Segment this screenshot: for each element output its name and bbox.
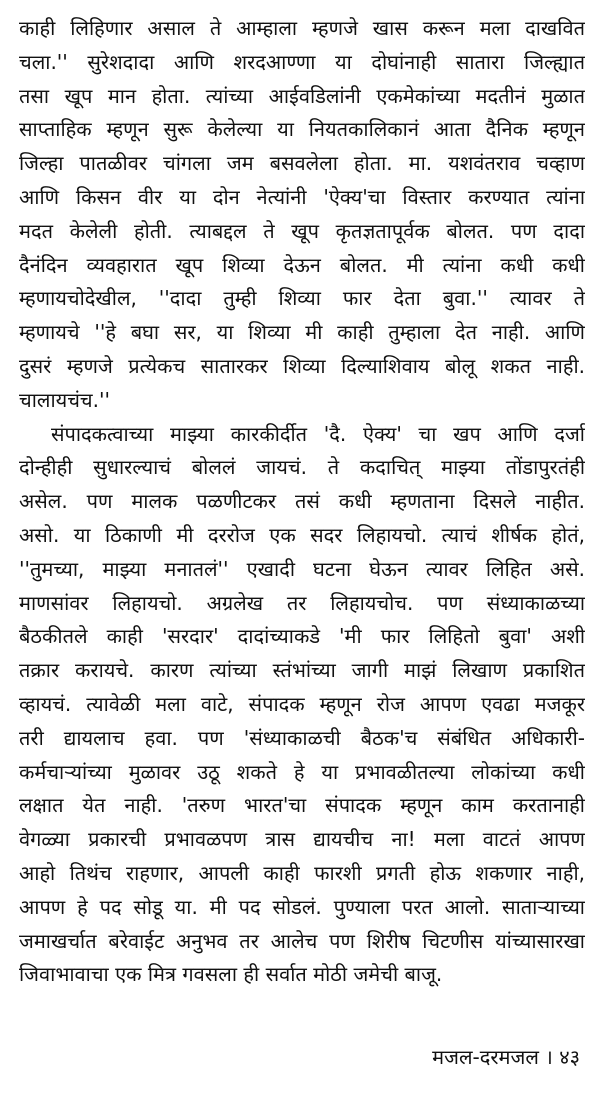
page-body	[19, 12, 585, 992]
text-line: दुसरं म्हणजे प्रत्येकच सातारकर शिव्या दिल्याशिवाय बोलू शकत नाही.	[19, 353, 585, 378]
text-line: बैठकीतले काही 'सरदार' दादांच्याकडे 'मी फार लिहितो बुवा' अशी	[19, 624, 585, 649]
text-line: आहो तिथंच राहणार, आपली काही फारशी प्रगती होऊ शकणार नाही,	[19, 860, 585, 885]
page-footer: मजल-दरमजल । ४३	[432, 1045, 580, 1069]
text-line: तक्रार करायचे. कारण त्यांच्या स्तंभांच्या जागी माझं लिखाण प्रकाशित	[19, 658, 585, 683]
text-line: ''तुमच्या, माझ्या मनातलं'' एखादी घटना घेऊन त्यावर लिहित असे.	[19, 556, 585, 581]
text-line: मदत केलेली होती. त्याबद्दल ते खूप कृतज्ञतापूर्वक बोलत. पण दादा	[19, 218, 585, 243]
text-line: वेगळ्या प्रकारची प्रभावळपण त्रास द्यायचीच ना! मला वाटतं आपण	[19, 827, 585, 852]
text-line: कर्मचाऱ्यांच्या मुळावर उठू शकते हे या प्रभावळीतल्या लोकांच्या कधी	[19, 759, 585, 784]
text-line: चालायचंच.''	[19, 387, 110, 412]
text-line: संपादकत्वाच्या माझ्या कारकीर्दीत 'दै. ऐक्य' चा खप आणि दर्जा	[51, 421, 585, 446]
text-line: म्हणायचे ''हे बघा सर, या शिव्या मी काही तुम्हाला देत नाही. आणि	[19, 320, 585, 345]
text-line: जिल्हा पातळीवर चांगला जम बसवलेला होता. मा. यशवंतराव चव्हाण	[19, 151, 585, 176]
text-line: जिवाभावाचा एक मित्र गवसला ही सर्वात मोठी जमेची बाजू.	[19, 962, 443, 987]
text-line: व्हायचं. त्यावेळी मला वाटे, संपादक म्हणून रोज आपण एवढा मजकूर	[19, 691, 585, 716]
text-line: साप्ताहिक म्हणून सुरू केलेल्या या नियतकालिकानं आता दैनिक म्हणून	[19, 117, 585, 142]
text-line: असो. या ठिकाणी मी दररोज एक सदर लिहायचो. त्याचं शीर्षक होतं,	[19, 522, 585, 547]
text-line: लक्षात येत नाही. 'तरुण भारत'चा संपादक म्हणून काम करतानाही	[19, 793, 585, 818]
text-line: जमाखर्चात बरेवाईट अनुभव तर आलेच पण शिरीष चिटणीस यांच्यासारखा	[19, 928, 585, 953]
text-line: तसा खूप मान होता. त्यांच्या आईवडिलांनी एकमेकांच्या मदतीनं मुळात	[19, 83, 585, 108]
text-line: दोन्हीही सुधारल्याचं बोललं जायचं. ते कदाचित् माझ्या तोंडापुरतंही	[19, 455, 585, 480]
text-line: माणसांवर लिहायचो. अग्रलेख तर लिहायचोच. पण संध्याकाळच्या	[19, 590, 585, 615]
text-line: तरी द्यायलाच हवा. पण 'संध्याकाळची बैठक'च संबंधित अधिकारी-	[19, 725, 585, 750]
text-line: चला.'' सुरेशदादा आणि शरदआण्णा या दोघांनाही सातारा जिल्ह्यात	[19, 49, 585, 74]
text-line: असेल. पण मालक पळणीटकर तसं कधी म्हणताना दिसले नाहीत.	[19, 489, 585, 514]
text-line: काही लिहिणार असाल ते आम्हाला म्हणजे खास करून मला दाखवित	[19, 16, 585, 40]
text-line: आणि किसन वीर या दोन नेत्यांनी 'ऐक्य'चा विस्तार करण्यात त्यांना	[19, 184, 585, 209]
text-line: आपण हे पद सोडू या. मी पद सोडलं. पुण्याला परत आलो. साताऱ्याच्या	[19, 894, 585, 919]
text-line: म्हणायचोदेखील, ''दादा तुम्ही शिव्या फार देता बुवा.'' त्यावर ते	[19, 286, 585, 311]
paragraph-1	[19, 12, 585, 418]
paragraph-2	[19, 418, 585, 993]
text-line: दैनंदिन व्यवहारात खूप शिव्या देऊन बोलत. मी त्यांना कधी कधी	[19, 252, 585, 277]
